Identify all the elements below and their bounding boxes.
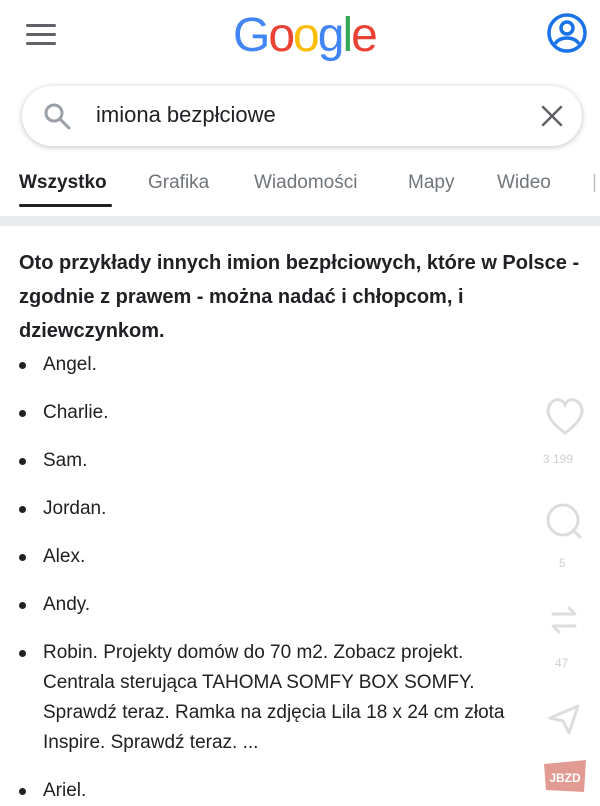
logo-letter: G <box>233 9 269 62</box>
logo-letter: o <box>293 9 318 62</box>
tab-overflow-indicator: | <box>592 172 597 193</box>
send-icon[interactable] <box>547 702 581 736</box>
logo-letter: g <box>317 9 343 62</box>
bullet <box>19 362 26 369</box>
repost-icon[interactable] <box>545 600 583 640</box>
list-item <box>19 398 539 428</box>
bullet <box>19 410 26 417</box>
bullet <box>19 650 26 657</box>
account-circle-icon[interactable] <box>546 12 588 54</box>
bullet <box>19 602 26 609</box>
list-item-text: Alex. <box>43 546 86 567</box>
list-item-text: Sam. <box>43 450 88 471</box>
list-item <box>19 446 539 476</box>
watermark-text: JBZD <box>549 771 581 785</box>
list-item-text: Angel. <box>43 354 97 375</box>
tab-wideo[interactable]: Wideo <box>497 172 551 193</box>
tab-wiadomosci[interactable]: Wiadomości <box>254 172 358 193</box>
logo-letter: e <box>351 9 376 62</box>
top-bar <box>0 0 600 78</box>
list-item-text: Robin. Projekty domów do 70 m2. Zobacz projekt. Centrala sterująca TAHOMA SOMFY BOX SOMFY. Sprawdź teraz. Ramka na zdjęcia Lila 18 x 24 cm złota Inspire. Sprawdź teraz. ... <box>43 642 505 753</box>
heart-icon[interactable] <box>543 396 587 436</box>
list-item-text: Jordan. <box>43 498 107 519</box>
bullet <box>19 788 26 795</box>
tab-mapy[interactable]: Mapy <box>408 172 455 193</box>
jbzd-watermark-logo <box>540 756 590 796</box>
google-logo[interactable] <box>233 6 376 66</box>
list-item-text: Charlie. <box>43 402 109 423</box>
list-item-text: Ariel. <box>43 780 87 801</box>
tab-wszystko[interactable]: Wszystko <box>19 172 107 193</box>
active-tab-indicator <box>19 204 112 207</box>
comment-icon[interactable] <box>543 500 585 542</box>
list-item <box>19 776 539 806</box>
list-item <box>19 494 539 524</box>
search-box[interactable] <box>22 86 582 146</box>
list-item <box>19 350 539 380</box>
result-heading: Oto przykłady innych imion bezpłciowych, które w Polsce - zgodnie z prawem - można nadać i chłopcom, i dziewczynkom. <box>19 252 580 342</box>
section-divider <box>0 216 600 226</box>
tab-grafika[interactable]: Grafika <box>148 172 210 193</box>
search-icon[interactable] <box>42 101 72 131</box>
result-list <box>19 350 539 806</box>
close-icon[interactable] <box>540 104 564 128</box>
like-count: 3 199 <box>543 452 574 466</box>
search-tabs <box>0 166 600 210</box>
search-input[interactable]: imiona bezpłciowe <box>96 102 276 127</box>
share-count: 47 <box>555 656 569 670</box>
list-item <box>19 542 539 572</box>
comment-count: 5 <box>559 556 566 570</box>
logo-letter: l <box>342 9 352 62</box>
list-item <box>19 638 539 758</box>
logo-letter: o <box>268 9 294 62</box>
list-item-text: Andy. <box>43 594 91 615</box>
bullet <box>19 506 26 513</box>
list-item <box>19 590 539 620</box>
bullet <box>19 554 26 561</box>
hamburger-menu-icon[interactable] <box>26 24 56 46</box>
bullet <box>19 458 26 465</box>
